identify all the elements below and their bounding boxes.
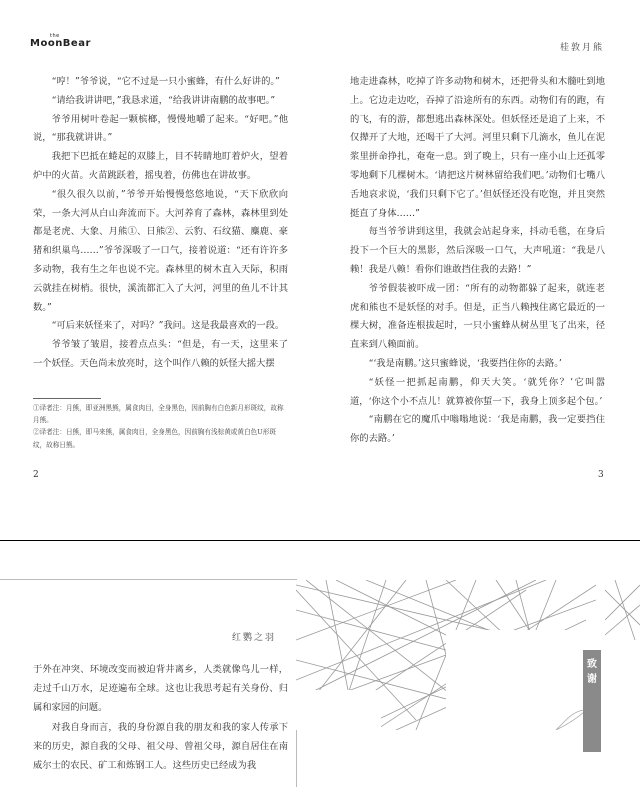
left-page-body <box>33 73 288 374</box>
footnote-divider <box>33 398 101 399</box>
paragraph: “请给我讲讲吧，”我恳求道，“给我讲讲南鹏的故事吧。” <box>51 94 276 106</box>
logo-text: MoonBear <box>30 38 91 49</box>
paragraph: 于外在冲突、环境改变而被迫背井离乡，人类就像鸟儿一样，走过千山万水，足迹遍布全球。这也让我思考起有关身份、归属和家园的问题。 <box>33 664 288 714</box>
bottom-left-body <box>33 660 288 775</box>
paragraph: 爷爷皱了皱眉，接着点点头：“但是，有一天，这里来了一个妖怪。天色尚未放亮时，这个叫作八赖的妖怪大摇大摆 <box>33 339 288 369</box>
footnotes <box>33 402 288 451</box>
paragraph: 每当爷爷讲到这里，我就会站起身来，抖动毛毯，在身后投下一个巨大的黑影，然后深吸一口气，大声吼道：“我是八赖！我是八赖！看你们谁敢挡住我的去路！” <box>350 226 605 275</box>
right-page-body <box>350 73 605 449</box>
paragraph: “‘我是南鹏。’这只蜜蜂说，‘我要挡住你的去路。’ <box>368 357 562 369</box>
paragraph: 地走进森林，吃掉了许多动物和树木，还把骨头和木髓吐到地上。它边走边吃，吞掉了沿途所有的东西。动物们有的跑，有的飞，有的游，都想逃出森林深处。但妖怪还是追了上来，不仅撵开了大地，还喝干了大河。河里只剩下几滴水，鱼儿在泥浆里拼命挣扎，奄奄一息。到了晚上，只有一座小山上还孤零零地剩下几棵树木。‘请把这片树林留给我们吧。’动物们七嘴八舌地哀求说，‘我们只剩下它了。’但妖怪还没有吃饱，并且突然挺直了身体……” <box>350 76 605 219</box>
paragraph: “南鹏在它的魔爪中嗡嗡地说：‘我是南鹏，我一定要挡住你的去路。’ <box>350 414 605 445</box>
decorative-line-mesh <box>296 580 596 730</box>
footnote: ②译者注：日熊，即马来熊，属食肉目，全身黑色，因前胸有浅棕黄或黄白色U形斑纹，故称日熊。 <box>33 428 276 449</box>
paragraph: “很久很久以前，”爷爷开始慢慢悠悠地说，“天下欣欣向荣，一条大河从白山奔流而下。大河养育了森林，森林里到处都是老虎、大象、月熊①、日熊②、云豹、石纹猫、麋鹿、豪猪和织巢鸟……”爷爷深吸了一口气，接着说道：“还有许许多多动物，我有生之年也说不完。森林里的树木直入天际，积雨云就挂在树梢。很快，溪流都汇入了大河，河里的鱼儿不计其数。” <box>33 188 288 313</box>
page-number-right: 3 <box>598 470 604 480</box>
footnote: ①译者注：月熊，即亚洲黑熊，属食肉目，全身黑色，因前胸有白色新月形斑纹，故称月熊。 <box>33 404 284 425</box>
paragraph: 我把下巴抵在蜷起的双膝上，目不转睛地盯着炉火，望着炉中的火苗。火苗跳跃着，摇曳着，仿佛也在讲故事。 <box>33 151 288 181</box>
paragraph: “可后来妖怪来了，对吗？”我问。这是我最喜欢的一段。 <box>51 320 285 332</box>
acknowledgement-label: 致谢 <box>587 659 597 685</box>
running-header-title: 桂敦月熊 <box>560 43 605 53</box>
paragraph: 对我自身而言，我的身份源自我的朋友和我的家人传承下来的历史，源自我的父母、祖父母、曾祖父母，源自居住在南威尔士的农民、矿工和炼钢工人。这些历史已经成为我 <box>33 721 288 772</box>
logo-small-text: the <box>50 33 60 39</box>
moonbear-logo <box>30 33 91 49</box>
page-number-left: 2 <box>33 470 39 480</box>
paragraph: 爷爷假装被吓成一团：“所有的动物都躲了起来，就连老虎和熊也不是妖怪的对手。但是，正当八赖拽住离它最近的一棵大树，准备连根拔起时，一只小蜜蜂从树丛里飞了出来，径直来到八赖面前。 <box>350 282 605 351</box>
paragraph: 爷爷用树叶卷起一颗槟榔，慢慢地嚼了起来。“好吧。”他说，“那我就讲讲。” <box>33 113 288 144</box>
paragraph: “妖怪一把抓起南鹏，仰天大笑。‘就凭你？’它叫嚣道，‘你这个小不点儿！就算被你蜇一下，我身上顶多起个包。’ <box>350 376 605 407</box>
bottom-running-title: 红鹦之羽 <box>232 633 277 643</box>
paragraph: “哼！”爷爷说，“它不过是一只小蜜蜂，有什么好讲的。” <box>51 76 280 87</box>
decorative-line-mesh-right <box>605 580 640 640</box>
